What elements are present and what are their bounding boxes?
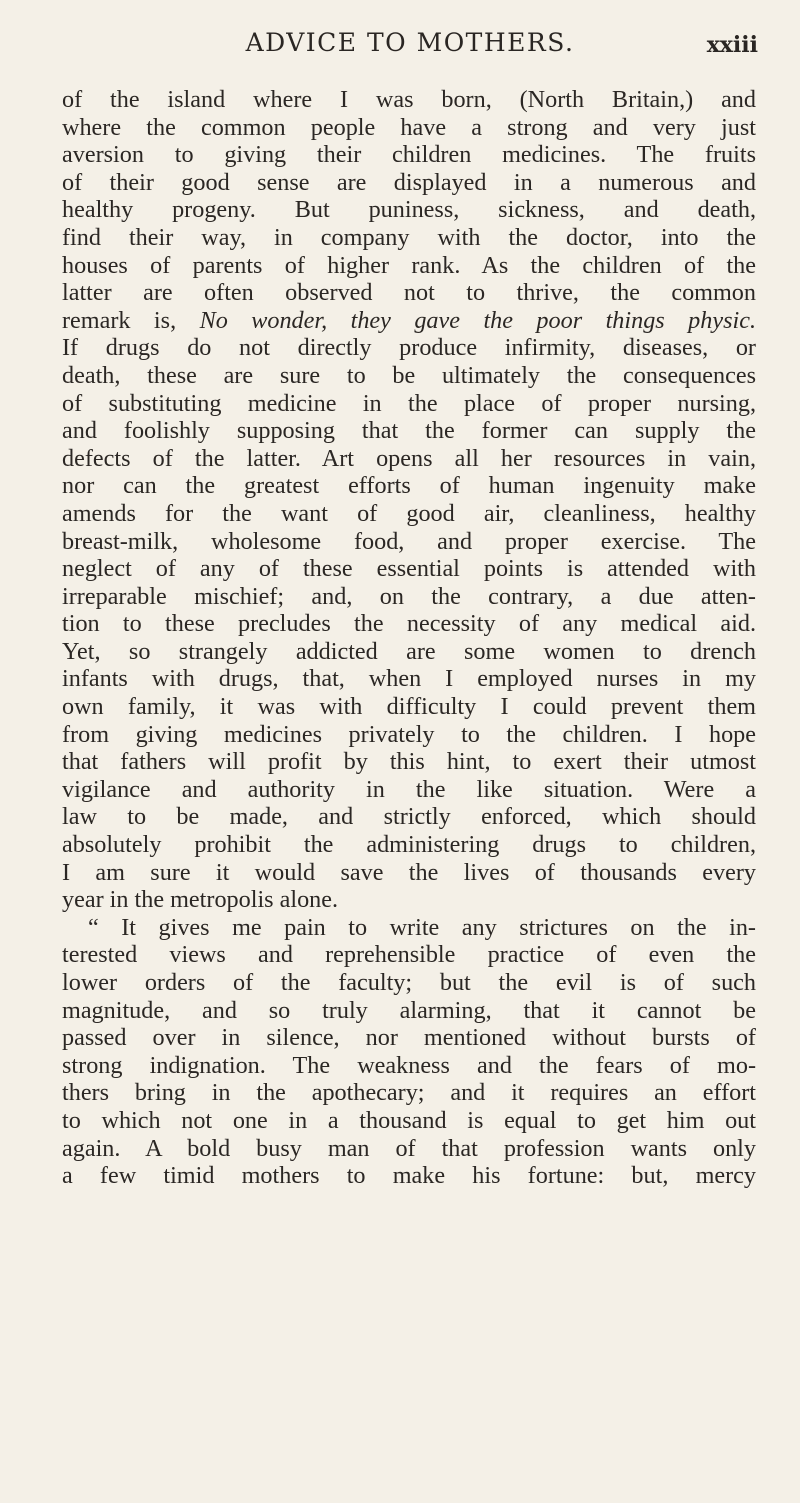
text-line: neglect of any of these essential points is attended with (62, 555, 756, 583)
text-line: of substituting medicine in the place of proper nursing, (62, 389, 756, 417)
text-line: breast-milk, wholesome food, and proper exercise. The (62, 527, 756, 555)
text-line: defects of the latter. Art opens all her resources in vain, (62, 444, 756, 472)
text-line: passed over in silence, nor mentioned without bursts of (62, 1024, 756, 1052)
text-line: I am sure it would save the lives of thousands every (62, 858, 756, 886)
page-header (62, 28, 758, 68)
text-line: year in the metropolis alone. (62, 886, 339, 914)
text-line: “ It gives me pain to write any strictures on the in- (88, 913, 756, 941)
text-line-roman: remark is, (62, 306, 200, 334)
text-line: again. A bold busy man of that profession wants only (62, 1134, 756, 1162)
text-line: and foolishly supposing that the former can supply the (62, 417, 756, 445)
text-line: thers bring in the apothecary; and it requires an effort (62, 1079, 756, 1107)
text-line: law to be made, and strictly enforced, which should (62, 803, 756, 831)
text-line: amends for the want of good air, cleanliness, healthy (62, 499, 756, 527)
italic-quote: No wonder, they gave the poor things physic. (199, 306, 756, 334)
text-line: Yet, so strangely addicted are some women to drench (62, 637, 756, 665)
text-line: vigilance and authority in the like situation. Were a (62, 775, 756, 803)
text-line: houses of parents of higher rank. As the children of the (62, 251, 756, 279)
body-text (62, 86, 756, 1190)
text-line: a few timid mothers to make his fortune: but, mercy (62, 1162, 756, 1190)
text-line: to which not one in a thousand is equal to get him out (62, 1106, 756, 1134)
text-line: find their way, in company with the doctor, into the (62, 223, 756, 251)
text-line: aversion to giving their children medicines. The fruits (62, 141, 756, 169)
text-line: lower orders of the faculty; but the evil is of such (62, 969, 756, 996)
text-line: of the island where I was born, (North Britain,) and (62, 86, 756, 113)
text-line: death, these are sure to be ultimately the consequences (62, 361, 756, 389)
text-line: of their good sense are displayed in a numerous and (62, 168, 756, 196)
text-line: that fathers will profit by this hint, to exert their utmost (62, 748, 756, 776)
text-line: latter are often observed not to thrive, the common (62, 279, 756, 307)
text-line: irreparable mischief; and, on the contrary, a due atten- (62, 582, 756, 610)
text-line: If drugs do not directly produce infirmity, diseases, or (62, 334, 756, 362)
page-number: xxiii (706, 32, 758, 58)
text-line: from giving medicines privately to the children. I hope (62, 720, 756, 748)
text-line: absolutely prohibit the administering drugs to children, (62, 831, 756, 859)
text-line: nor can the greatest efforts of human ingenuity make (62, 472, 756, 500)
text-line: infants with drugs, that, when I employed nurses in my (62, 665, 756, 693)
text-line: strong indignation. The weakness and the fears of mo- (62, 1051, 756, 1079)
text-line: where the common people have a strong and very just (62, 113, 756, 141)
text-line: own family, it was with difficulty I could prevent them (62, 693, 756, 721)
text-line: terested views and reprehensible practice of even the (62, 941, 756, 969)
running-title: ADVICE TO MOTHERS. (245, 28, 575, 57)
text-line: tion to these precludes the necessity of any medical aid. (62, 610, 756, 638)
text-line (62, 307, 756, 335)
text-line: healthy progeny. But puniness, sickness, and death, (62, 196, 756, 224)
text-line: magnitude, and so truly alarming, that it cannot be (62, 996, 756, 1024)
